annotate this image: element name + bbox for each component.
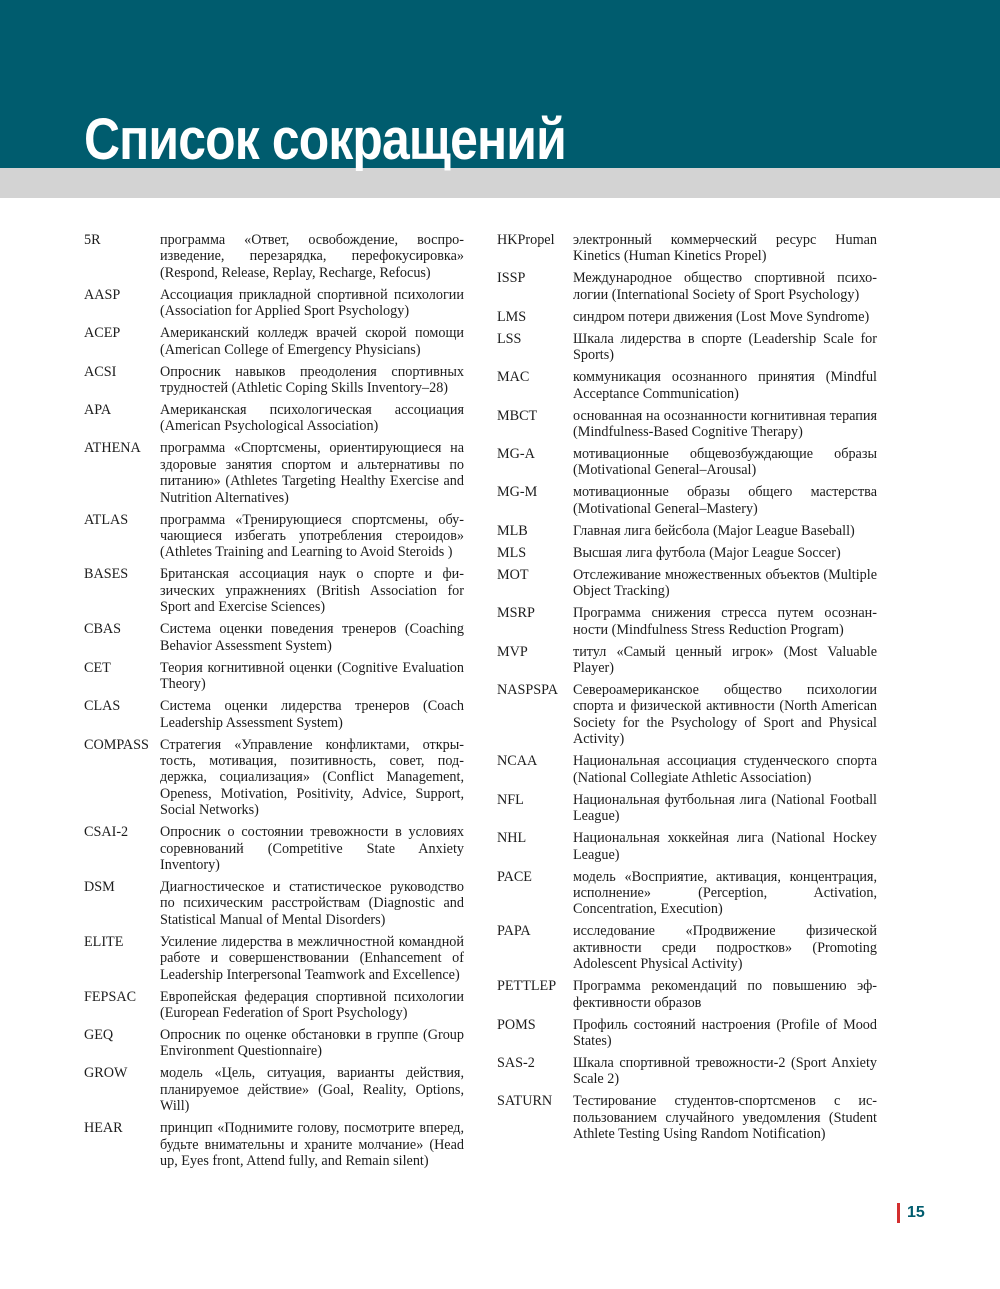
abbreviation-term: HKPropel bbox=[497, 232, 555, 248]
abbreviation-definition: Система оценки лидерства тренеров (Coach Leadership Assessment System) bbox=[160, 698, 464, 731]
abbreviation-definition: Стратегия «Управление конфликтами, открытость, мотивация, позитивность, совет, поддержка, социализация» (Conflict Management, Openess, Motivation, Positivity, Advice, Support, Social Networks) bbox=[160, 736, 464, 819]
abbreviation-definition: модель «Цель, ситуация, варианты действия, планируемое действие» (Goal, Reality, Options, Will) bbox=[160, 1065, 464, 1115]
abbreviation-entry bbox=[84, 402, 464, 435]
abbreviation-definition: исследование «Продвижение физической активности среди подростков» (Promoting Adolescent Physical Activity) bbox=[573, 923, 877, 973]
abbreviation-term: SATURN bbox=[497, 1093, 553, 1110]
abbreviation-definition: Международное общество спортивной психологии (International Society of Sport Psychology) bbox=[573, 270, 877, 303]
abbreviation-entry bbox=[84, 621, 464, 654]
abbreviation-entry bbox=[497, 270, 877, 303]
abbreviation-entry bbox=[84, 1065, 464, 1114]
abbreviation-definition: Европейская федерация спортивной психологии (European Federation of Sport Psychology) bbox=[160, 988, 464, 1021]
abbreviation-term: PACE bbox=[497, 868, 532, 885]
abbreviation-term: SAS-2 bbox=[497, 1054, 535, 1071]
abbreviation-term: LSS bbox=[497, 330, 522, 347]
abbreviation-term: ELITE bbox=[84, 933, 124, 950]
abbreviation-term: MAC bbox=[497, 369, 530, 386]
abbreviation-entry bbox=[497, 753, 877, 786]
abbreviation-term: CSAI-2 bbox=[84, 824, 129, 841]
abbreviation-entry bbox=[84, 1120, 464, 1169]
abbreviation-term: MG-A bbox=[497, 446, 535, 463]
abbreviation-definition: программа «Спортсмены, ориентирующиеся на здоровые занятия спортом и альтернативы по питанию» (Athletes Targeting Healthy Exercise and Nutrition Alternatives) bbox=[160, 440, 464, 506]
abbreviation-term: COMPASS bbox=[84, 736, 149, 753]
abbreviation-term: CET bbox=[84, 659, 111, 676]
abbreviation-definition: Американская психологическая ассоциация (American Psychological Association) bbox=[160, 402, 464, 435]
abbreviation-definition: Диагностическое и статистическое руководство по психическим расстройствам (Diagnostic and Statistical Manual of Mental Disorders) bbox=[160, 878, 464, 928]
abbreviation-entry bbox=[84, 325, 464, 358]
abbreviation-entry bbox=[84, 824, 464, 873]
abbreviation-term: MBCT bbox=[497, 407, 538, 424]
abbreviation-entry bbox=[84, 660, 464, 693]
abbreviation-definition: Программа снижения стресса путем осознанности (Mindfulness Stress Reduction Program) bbox=[573, 605, 877, 638]
abbreviation-entry bbox=[84, 440, 464, 506]
abbreviation-definition: Ассоциация прикладной спортивной психологии (Association for Applied Sport Psychology) bbox=[160, 286, 464, 320]
abbreviation-term: NASPSPA bbox=[497, 682, 558, 699]
abbreviation-entry bbox=[84, 566, 464, 615]
abbreviation-term: FEPSAC bbox=[84, 988, 137, 1005]
abbreviation-definition: Опросник по оценке обстановки в группе (Group Environment Questionnaire) bbox=[160, 1026, 464, 1060]
abbreviation-definition: Профиль состояний настроения (Profile of Mood States) bbox=[573, 1016, 877, 1049]
abbreviation-term: DSM bbox=[84, 878, 115, 895]
left-column bbox=[84, 232, 464, 1175]
abbreviation-entry bbox=[497, 1093, 877, 1142]
abbreviation-entry bbox=[497, 792, 877, 825]
abbreviation-term: POMS bbox=[497, 1016, 536, 1033]
abbreviation-definition: мотивационные образы общего мастерства (Motivational General–Mastery) bbox=[573, 484, 877, 517]
abbreviation-entry bbox=[497, 446, 877, 479]
abbreviation-term: GROW bbox=[84, 1065, 128, 1082]
abbreviation-definition: коммуникация осознанного принятия (Mindful Acceptance Communication) bbox=[573, 369, 877, 402]
abbreviation-definition: электронный коммерческий ресурс Human Kinetics (Human Kinetics Propel) bbox=[573, 232, 877, 265]
abbreviation-entry bbox=[497, 408, 877, 441]
abbreviation-term: MSRP bbox=[497, 605, 535, 622]
abbreviation-entry bbox=[497, 869, 877, 918]
abbreviation-entry bbox=[497, 644, 877, 677]
abbreviation-definition: Высшая лига футбола (Major League Soccer) bbox=[573, 544, 841, 561]
abbreviation-term: ACSI bbox=[84, 363, 117, 380]
abbreviation-entry bbox=[84, 698, 464, 731]
abbreviation-definition: Шкала спортивной тревожности-2 (Sport Anxiety Scale 2) bbox=[573, 1054, 877, 1088]
abbreviation-entry bbox=[84, 989, 464, 1022]
abbreviation-definition: Североамериканское общество психологии спорта и физической активности (North American Society for the Psychology of Sport and Physical Activity) bbox=[573, 682, 877, 748]
abbreviation-entry bbox=[497, 978, 877, 1011]
abbreviation-term: MVP bbox=[497, 643, 528, 660]
abbreviation-term: ATHENA bbox=[84, 440, 141, 457]
abbreviation-term: NHL bbox=[497, 830, 527, 847]
abbreviation-definition: Теория когнитивной оценки (Cognitive Evaluation Theory) bbox=[160, 659, 464, 693]
abbreviation-term: ATLAS bbox=[84, 511, 129, 528]
abbreviation-term: CBAS bbox=[84, 621, 122, 638]
abbreviation-term: GEQ bbox=[84, 1026, 114, 1043]
abbreviation-entry bbox=[497, 369, 877, 402]
abbreviation-definition: мотивационные общевозбуждающие образы (Motivational General–Arousal) bbox=[573, 446, 877, 479]
abbreviation-entry bbox=[497, 605, 877, 638]
abbreviation-entry bbox=[497, 682, 877, 748]
abbreviation-term: MLB bbox=[497, 522, 528, 539]
abbreviation-definition: основанная на осознанности когнитивная терапия (Mindfulness-Based Cognitive Therapy) bbox=[573, 407, 877, 441]
abbreviation-term: MOT bbox=[497, 566, 529, 583]
abbreviation-term: MLS bbox=[497, 544, 527, 561]
abbreviation-entry bbox=[84, 737, 464, 819]
abbreviation-term: NCAA bbox=[497, 753, 538, 770]
abbreviation-definition: Отслеживание множественных объектов (Multiple Object Tracking) bbox=[573, 566, 877, 600]
abbreviation-entry bbox=[84, 287, 464, 320]
abbreviation-definition: принцип «Поднимите голову, посмотрите вперед, будьте внимательны и храните молчание» (Head up, Eyes front, Attend fully, and Remain silent) bbox=[160, 1120, 464, 1169]
abbreviation-entry bbox=[84, 1027, 464, 1060]
abbreviation-entry bbox=[84, 934, 464, 983]
abbreviation-term: APA bbox=[84, 402, 112, 419]
abbreviation-entry bbox=[497, 1055, 877, 1088]
abbreviation-entry bbox=[497, 923, 877, 972]
abbreviation-definition: титул «Самый ценный игрок» (Most Valuable Player) bbox=[573, 643, 877, 677]
abbreviation-term: ACEP bbox=[84, 325, 121, 342]
abbreviation-entry bbox=[497, 232, 877, 265]
abbreviation-entry bbox=[84, 512, 464, 561]
abbreviation-entry bbox=[84, 879, 464, 928]
abbreviation-term: ISSP bbox=[497, 270, 526, 287]
abbreviation-term: LMS bbox=[497, 308, 527, 325]
abbreviation-term: PETTLEP bbox=[497, 978, 557, 995]
abbreviation-definition: Опросник навыков преодоления спортивных трудностей (Athletic Coping Skills Inventory–28) bbox=[160, 363, 464, 397]
abbreviation-definition: Национальная ассоциация студенческого спорта (National Collegiate Athletic Association) bbox=[573, 753, 877, 786]
abbreviation-term: PAPA bbox=[497, 923, 531, 940]
abbreviation-definition: Главная лига бейсбола (Major League Baseball) bbox=[573, 522, 855, 539]
abbreviation-term: 5R bbox=[84, 232, 101, 248]
abbreviation-definition: Британская ассоциация наук о спорте и физических упражнениях (British Association for Sport and Exercise Sciences) bbox=[160, 566, 464, 616]
abbreviation-entry bbox=[497, 309, 877, 325]
page-number: 15 bbox=[897, 1203, 925, 1223]
abbreviation-entry bbox=[497, 1017, 877, 1050]
abbreviation-definition: Национальная футбольная лига (National Football League) bbox=[573, 791, 877, 825]
abbreviation-definition: Шкала лидерства в спорте (Leadership Scale for Sports) bbox=[573, 330, 877, 364]
right-column bbox=[497, 232, 877, 1148]
abbreviation-entry bbox=[84, 364, 464, 397]
abbreviation-definition: программа «Ответ, освобождение, воспроизведение, перезарядка, перефокусировка» (Respond, Release, Replay, Recharge, Refocus) bbox=[160, 232, 464, 281]
abbreviation-term: CLAS bbox=[84, 698, 121, 715]
abbreviation-definition: Опросник о состоянии тревожности в условиях соревнований (Competitive State Anxiety Inventory) bbox=[160, 824, 464, 873]
abbreviation-term: HEAR bbox=[84, 1120, 123, 1137]
abbreviation-term: MG-M bbox=[497, 484, 538, 501]
abbreviation-definition: модель «Восприятие, активация, концентрация, исполнение» (Perception, Activation, Concentration, Execution) bbox=[573, 868, 877, 918]
abbreviation-definition: Программа рекомендаций по повышению эффективности образов bbox=[573, 978, 877, 1011]
abbreviation-term: BASES bbox=[84, 566, 129, 583]
abbreviation-definition: Тестирование студентов-спортсменов с использованием случайного уведомления (Student Athlete Testing Using Random Notification) bbox=[573, 1093, 877, 1143]
abbreviation-entry bbox=[497, 567, 877, 600]
page-title: Список сокращений bbox=[84, 107, 566, 172]
abbreviation-definition: Система оценки поведения тренеров (Coaching Behavior Assessment System) bbox=[160, 621, 464, 654]
abbreviation-entry bbox=[497, 545, 877, 561]
abbreviation-definition: Национальная хоккейная лига (National Hockey League) bbox=[573, 830, 877, 863]
abbreviation-entry bbox=[497, 331, 877, 364]
abbreviation-definition: Американский колледж врачей скорой помощи (American College of Emergency Physicians) bbox=[160, 325, 464, 358]
abbreviation-entry bbox=[497, 523, 877, 539]
abbreviation-definition: синдром потери движения (Lost Move Syndrome) bbox=[573, 308, 870, 325]
abbreviation-term: AASP bbox=[84, 286, 121, 303]
abbreviation-entry bbox=[497, 484, 877, 517]
abbreviation-entry bbox=[84, 232, 464, 281]
abbreviation-definition: Усиление лидерства в межличностной командной работе и совершенствовании (Enhancement of Leadership Interpersonal Teamwork and Excellence) bbox=[160, 933, 464, 983]
abbreviation-term: NFL bbox=[497, 791, 524, 808]
abbreviation-definition: программа «Тренирующиеся спортсмены, обучающиеся избегать употребления стероидов» (Athletes Training and Learning to Avoid Steroids ) bbox=[160, 511, 464, 561]
abbreviation-entry bbox=[497, 830, 877, 863]
